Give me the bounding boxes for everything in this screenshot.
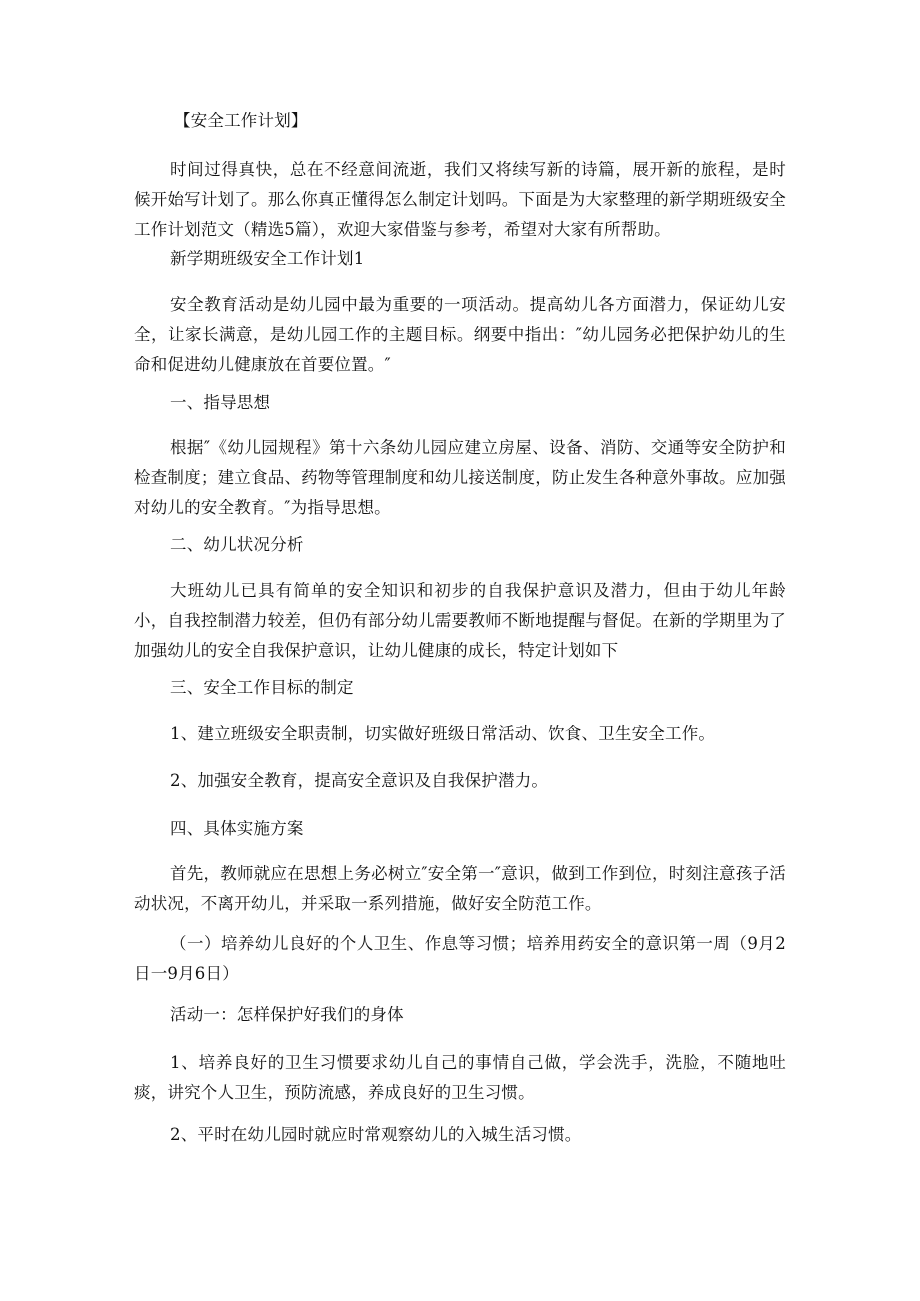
list-item: 2、平时在幼儿园时就应时常观察幼儿的入城生活习惯。 (170, 1125, 582, 1144)
list-item: 1、建立班级安全职责制，切实做好班级日常活动、饮食、卫生安全工作。 (170, 724, 716, 743)
body-paragraph: 安全教育活动是幼儿园中最为重要的一项活动。提高幼儿各方面潜力，保证幼儿安全，让家长满意，是幼儿园工作的主题目标。纲要中指出：″幼儿园务必把保护幼儿的生命和促进幼儿健康放在首要位置。″ (134, 295, 786, 374)
body-paragraph: 首先，教师就应在思想上务必树立″安全第一″意识，做到工作到位，时刻注意孩子活动状况，不离开幼儿，并采取一系列措施，做好安全防范工作。 (134, 864, 786, 913)
section-heading: 四、具体实施方案 (170, 819, 304, 838)
body-paragraph: 大班幼儿已具有简单的安全知识和初步的自我保护意识及潜力，但由于幼儿年龄小，自我控制潜力较差，但仍有部分幼儿需要教师不断地提醒与督促。在新的学期里为了加强幼儿的安全自我保护意识，让幼儿健康的成长，特定计划如下 (134, 581, 786, 660)
list-item: 1、培养良好的卫生习惯要求幼儿自己的事情自己做，学会洗手，洗脸，不随地吐痰，讲究个人卫生，预防流感，养成良好的卫生习惯。 (134, 1053, 786, 1102)
section-heading: 二、幼儿状况分析 (170, 535, 304, 554)
section-heading-plan-1: 新学期班级安全工作计划1 (170, 249, 365, 268)
list-item: 2、加强安全教育，提高安全意识及自我保护潜力。 (170, 771, 549, 790)
document-title: 【安全工作计划】 (174, 111, 308, 130)
section-heading: 三、安全工作目标的制定 (170, 678, 354, 697)
sub-heading: （一）培养幼儿良好的个人卫生、作息等习惯；培养用药安全的意识第一周（9月2日一9月6日） (134, 934, 786, 983)
activity-heading: 活动一：怎样保护好我们的身体 (170, 1005, 404, 1024)
intro-paragraph: 时间过得真快，总在不经意间流逝，我们又将续写新的诗篇，展开新的旅程，是时候开始写计划了。那么你真正懂得怎么制定计划吗。下面是为大家整理的新学期班级安全工作计划范文（精选5篇），欢迎大家借鉴与参考，希望对大家有所帮助。 (134, 160, 786, 239)
section-heading: 一、指导思想 (170, 393, 271, 412)
body-paragraph: 根据″《幼儿园规程》第十六条幼儿园应建立房屋、设备、消防、交通等安全防护和检查制度；建立食品、药物等管理制度和幼儿接送制度，防止发生各种意外事故。应加强对幼儿的安全教育。″为指导思想。 (134, 438, 786, 517)
